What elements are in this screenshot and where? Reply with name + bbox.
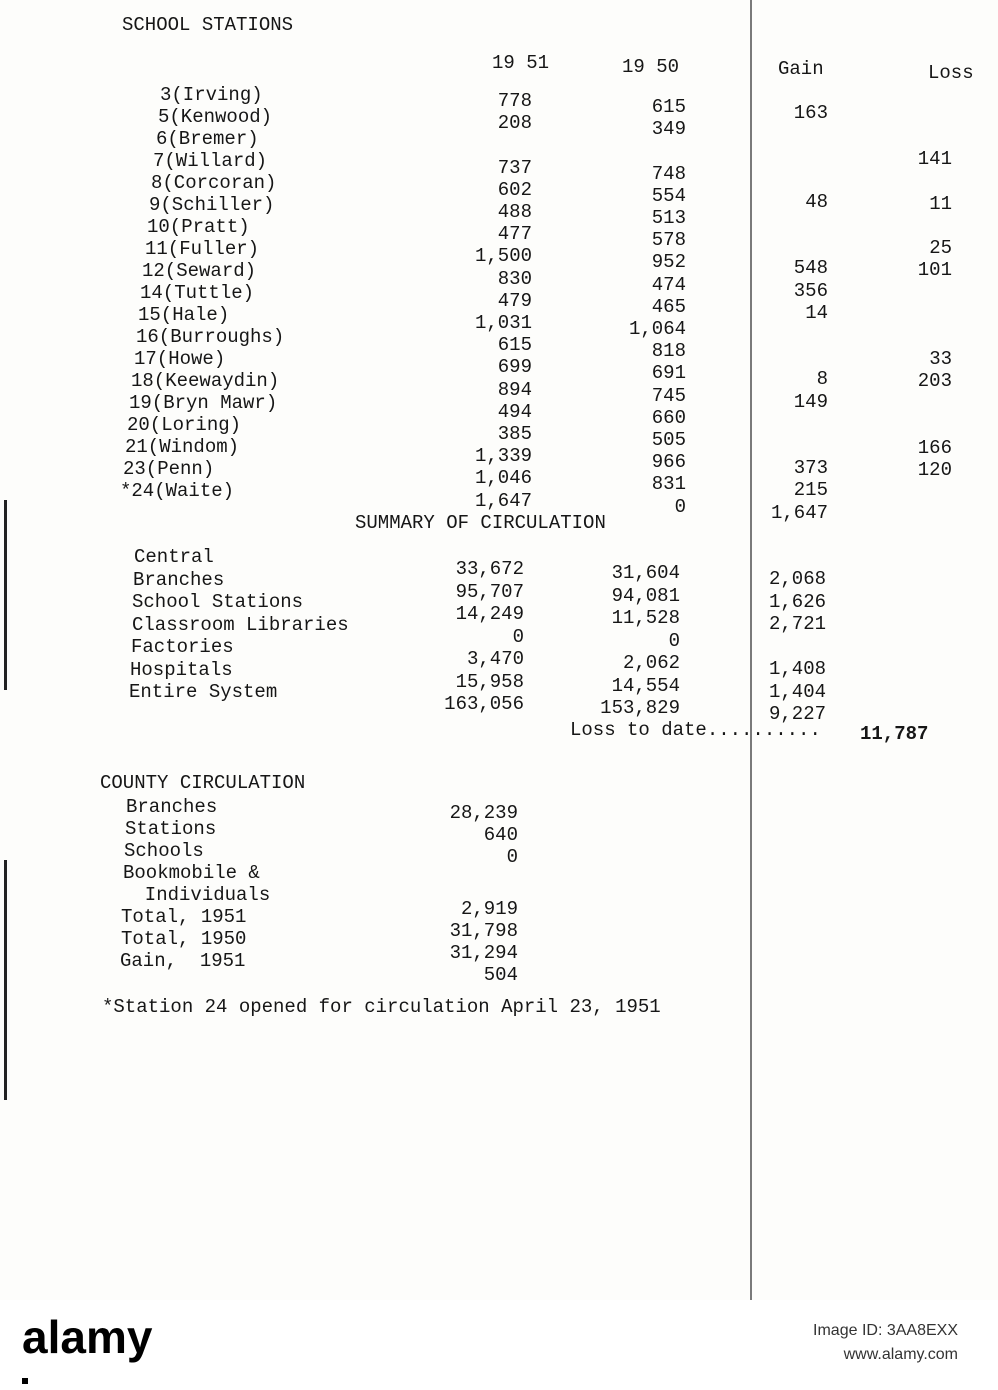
county-name: Total, 1950 bbox=[121, 928, 247, 950]
image-id: Image ID: 3AA8EXX bbox=[813, 1322, 958, 1339]
station-name: 9(Schiller) bbox=[149, 194, 275, 216]
summary-name: Central bbox=[134, 546, 214, 568]
county-name: Gain, 1951 bbox=[120, 950, 246, 972]
station-gain: 373 bbox=[793, 457, 828, 480]
county-value: 640 bbox=[483, 824, 518, 846]
summary-1950: 0 bbox=[668, 629, 680, 652]
station-1950: 554 bbox=[651, 184, 686, 207]
station-name: 11(Fuller) bbox=[145, 238, 260, 260]
site-url: www.alamy.com bbox=[843, 1346, 958, 1363]
summary-heading: SUMMARY OF CIRCULATION bbox=[355, 512, 606, 534]
margin-mark bbox=[4, 500, 7, 690]
summary-1950: 11,528 bbox=[611, 607, 680, 629]
county-name: Stations bbox=[125, 818, 217, 840]
station-gain: 14 bbox=[805, 301, 828, 324]
logo-bar bbox=[22, 1378, 28, 1384]
county-name: Individuals bbox=[122, 884, 271, 906]
station-loss: 11 bbox=[929, 192, 952, 215]
station-1950: 505 bbox=[651, 429, 686, 451]
station-name: 14(Tuttle) bbox=[140, 282, 255, 304]
station-1951: 208 bbox=[497, 112, 532, 135]
station-loss: 25 bbox=[929, 237, 952, 259]
station-1950: 578 bbox=[651, 229, 686, 252]
station-loss: 166 bbox=[917, 436, 952, 459]
station-1951: 737 bbox=[497, 156, 532, 179]
station-1951: 778 bbox=[497, 90, 532, 112]
station-1950: 349 bbox=[651, 118, 686, 141]
col-header-1951: 19 51 bbox=[492, 52, 550, 74]
station-gain: 548 bbox=[793, 257, 828, 280]
summary-1950: 153,829 bbox=[600, 697, 680, 719]
station-name: 15(Hale) bbox=[138, 304, 230, 326]
summary-name: Factories bbox=[131, 636, 234, 658]
station-name: 23(Penn) bbox=[123, 458, 215, 480]
station-name: 3(Irving) bbox=[160, 84, 263, 106]
station-gain: 8 bbox=[816, 368, 828, 391]
station-1950: 1,064 bbox=[628, 318, 686, 340]
county-value: 31,294 bbox=[449, 942, 518, 964]
county-name: Schools bbox=[124, 840, 204, 862]
station-1950: 474 bbox=[651, 273, 686, 296]
station-1950: 748 bbox=[651, 162, 686, 185]
station-1951: 1,031 bbox=[474, 312, 532, 334]
col-header-loss: Loss bbox=[928, 62, 974, 84]
summary-1950: 94,081 bbox=[611, 584, 680, 607]
summary-1951: 95,707 bbox=[455, 580, 524, 603]
county-name: Bookmobile & bbox=[123, 862, 260, 884]
footnote: *Station 24 opened for circulation April 23, 1951 bbox=[102, 996, 661, 1018]
summary-1951: 163,056 bbox=[444, 693, 524, 715]
station-name: 6(Bremer) bbox=[156, 128, 259, 150]
station-1951: 385 bbox=[497, 423, 532, 445]
summary-name: Entire System bbox=[129, 681, 278, 703]
county-value: 31,798 bbox=[449, 920, 518, 942]
station-1951: 894 bbox=[497, 378, 532, 401]
station-name: 8(Corcoran) bbox=[151, 172, 277, 194]
station-1951: 479 bbox=[497, 289, 532, 312]
summary-1950: 2,062 bbox=[622, 652, 680, 674]
station-name: 10(Pratt) bbox=[147, 216, 250, 238]
school-stations-heading: SCHOOL STATIONS bbox=[122, 14, 294, 36]
summary-gain: 2,068 bbox=[768, 568, 826, 590]
station-name: 18(Keewaydin) bbox=[131, 370, 280, 392]
summary-1951: 14,249 bbox=[455, 603, 524, 625]
station-name: 19(Bryn Mawr) bbox=[129, 392, 278, 414]
county-heading: COUNTY CIRCULATION bbox=[100, 772, 306, 794]
station-1951: 699 bbox=[497, 356, 532, 379]
loss-to-date-label: Loss to date.......... bbox=[570, 719, 821, 741]
station-loss: 203 bbox=[917, 370, 952, 393]
station-name: 12(Seward) bbox=[142, 260, 257, 282]
station-loss: 120 bbox=[917, 459, 952, 481]
summary-1951: 15,958 bbox=[455, 670, 524, 693]
summary-gain: 9,227 bbox=[768, 703, 826, 725]
station-1951: 1,339 bbox=[474, 445, 532, 468]
station-1951: 615 bbox=[497, 334, 532, 357]
col-header-1950: 19 50 bbox=[622, 56, 680, 78]
county-value: 504 bbox=[483, 964, 518, 986]
summary-1950: 31,604 bbox=[611, 562, 680, 584]
station-name: 17(Howe) bbox=[134, 348, 226, 370]
station-name: 7(Willard) bbox=[153, 150, 268, 172]
summary-name: Hospitals bbox=[130, 658, 233, 681]
station-1951: 1,647 bbox=[474, 489, 532, 512]
station-name: 20(Loring) bbox=[127, 414, 242, 436]
summary-gain: 1,408 bbox=[768, 658, 826, 680]
station-1951: 1,500 bbox=[474, 245, 532, 268]
station-1950: 615 bbox=[651, 96, 686, 118]
margin-mark bbox=[4, 860, 7, 1100]
summary-1951: 3,470 bbox=[466, 648, 524, 670]
summary-1951: 33,672 bbox=[455, 558, 524, 580]
station-loss: 101 bbox=[917, 259, 952, 282]
station-gain: 163 bbox=[793, 102, 828, 124]
station-1950: 513 bbox=[651, 207, 686, 229]
station-gain: 356 bbox=[793, 279, 828, 302]
station-gain: 48 bbox=[805, 190, 828, 213]
county-name: Total, 1951 bbox=[121, 906, 247, 928]
station-1950: 966 bbox=[651, 451, 686, 474]
station-loss: 141 bbox=[917, 148, 952, 171]
station-1950: 831 bbox=[651, 473, 686, 496]
station-1950: 691 bbox=[651, 362, 686, 385]
summary-name: School Stations bbox=[132, 591, 304, 613]
loss-to-date-value: 11,787 bbox=[860, 723, 929, 745]
station-1950: 818 bbox=[651, 340, 686, 363]
summary-1951: 0 bbox=[512, 625, 524, 648]
station-1951: 494 bbox=[497, 400, 532, 423]
summary-gain: 1,626 bbox=[768, 590, 826, 613]
summary-gain: 2,721 bbox=[768, 613, 826, 635]
county-name: Branches bbox=[126, 796, 218, 818]
county-value: 2,919 bbox=[460, 898, 518, 920]
station-name: *24(Waite) bbox=[120, 480, 235, 502]
station-1950: 465 bbox=[651, 295, 686, 318]
stock-footer bbox=[0, 1300, 998, 1390]
county-value: 0 bbox=[506, 846, 518, 868]
station-name: 16(Burroughs) bbox=[136, 326, 285, 348]
station-1951: 488 bbox=[497, 201, 532, 223]
summary-name: Classroom Libraries bbox=[132, 613, 349, 636]
station-name: 21(Windom) bbox=[125, 436, 240, 458]
station-1951: 602 bbox=[497, 178, 532, 201]
station-loss: 33 bbox=[929, 348, 952, 370]
station-1950: 745 bbox=[651, 384, 686, 407]
summary-name: Branches bbox=[133, 568, 225, 591]
col-header-gain: Gain bbox=[778, 58, 824, 80]
summary-1950: 14,554 bbox=[611, 674, 680, 697]
brand-logo: alamy bbox=[22, 1311, 153, 1363]
station-gain: 149 bbox=[793, 390, 828, 413]
summary-gain: 1,404 bbox=[768, 680, 826, 703]
station-1951: 477 bbox=[497, 223, 532, 246]
station-name: 5(Kenwood) bbox=[158, 106, 273, 128]
station-1950: 0 bbox=[674, 495, 686, 518]
station-gain: 1,647 bbox=[770, 501, 828, 524]
station-1951: 1,046 bbox=[474, 467, 532, 490]
county-value: 28,239 bbox=[449, 802, 518, 824]
station-gain: 215 bbox=[793, 479, 828, 502]
station-1950: 952 bbox=[651, 251, 686, 274]
station-1950: 660 bbox=[651, 406, 686, 429]
station-1951: 830 bbox=[497, 267, 532, 290]
